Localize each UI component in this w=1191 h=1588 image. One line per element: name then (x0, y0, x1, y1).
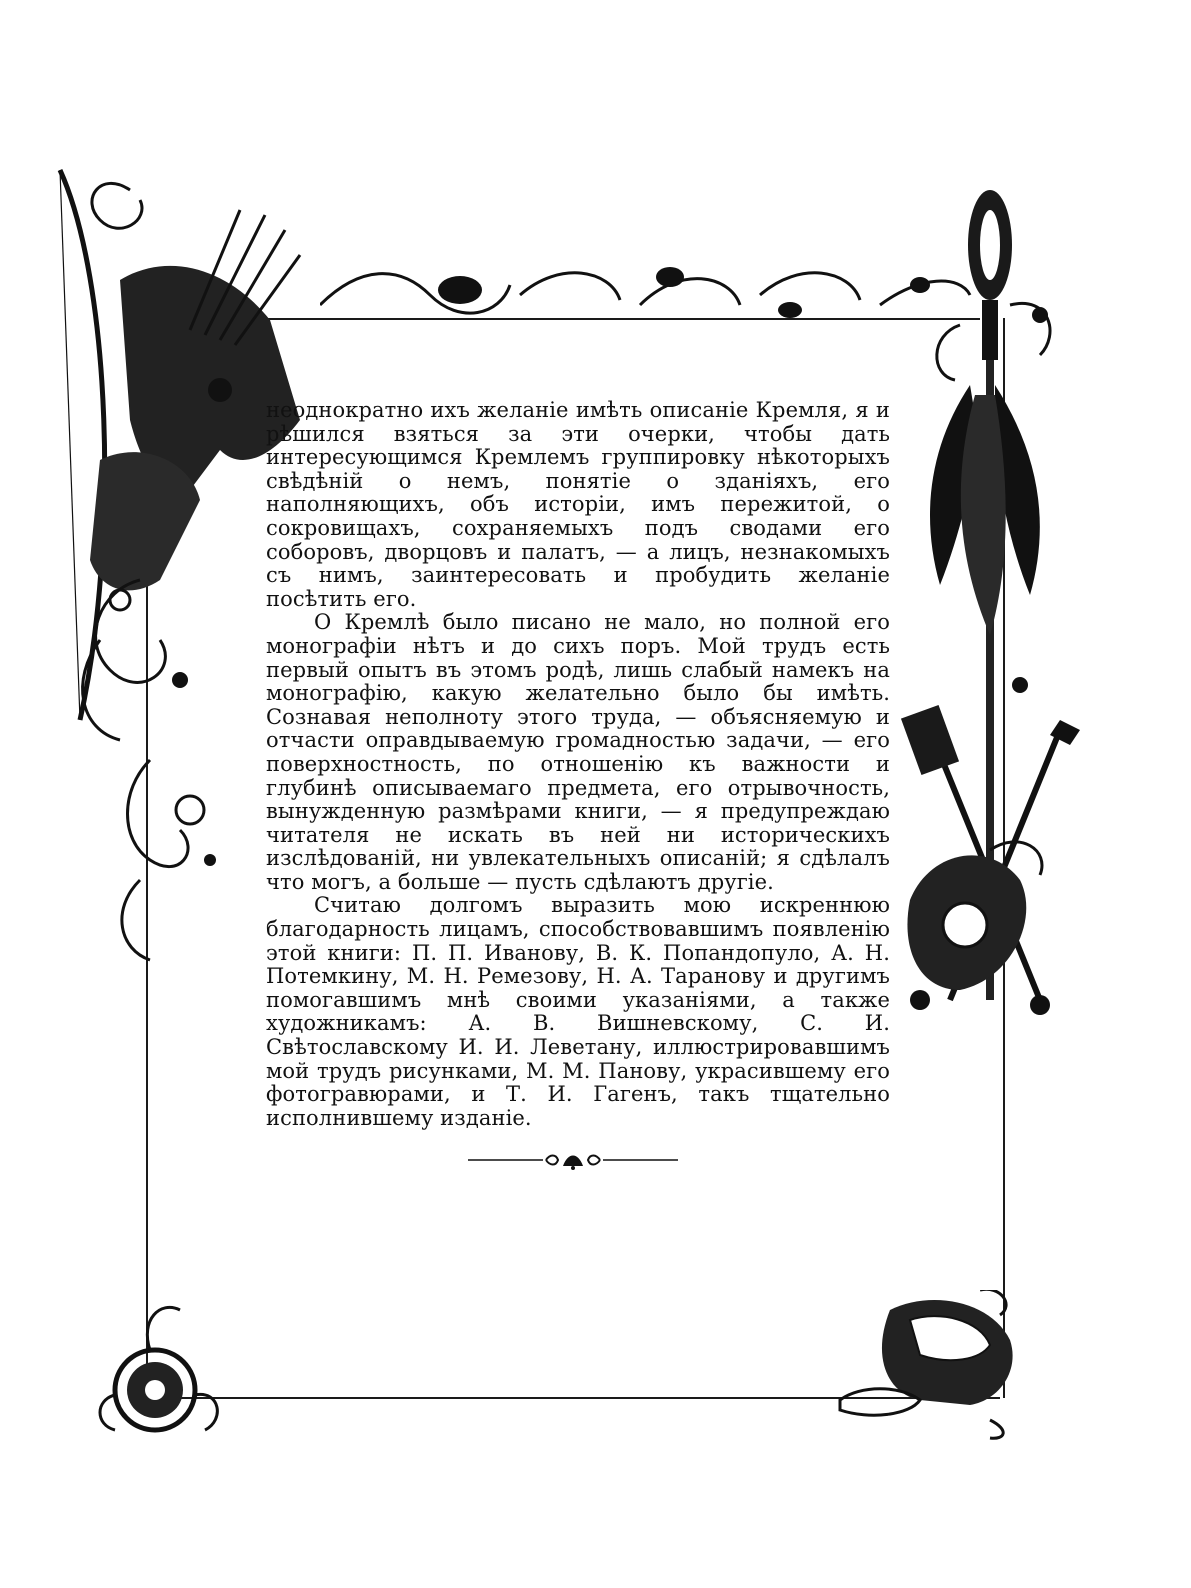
preface-text (266, 399, 890, 1130)
scrollwork-top-icon (320, 255, 980, 325)
paragraph-3: Считаю долгомъ выразить мою искреннюю благодарность лицамъ, способствовавшимъ появленію этой книги: П. П. Иванову, В. К. Попандопуло, А. Н. Потемкину, М. Н. Ремезову, Н. А. Таранову и другимъ помогавшимъ мнѣ своими указаніями, а также художникамъ: А. В. Вишневскому, С. И. Свѣтославскому И. И. Леветану, иллюстрировавшимъ мой трудъ рисунками, М. М. Панову, украсившему его фотогравюрами, и Т. И. Гагенъ, такъ тщательно исполнившему изданіе. (266, 893, 890, 1130)
lute-weapons-icon (890, 700, 1090, 1030)
paragraph-1: неоднократно ихъ желаніе имѣть описаніе Кремля, я и рѣшился взяться за эти очерки, чтобы дать интересующимся Кремлемъ группировку нѣкоторыхъ свѣдѣній о немъ, понятіе о зданіяхъ, его наполняющихъ, объ исторіи, имъ пережитой, о сокровищахъ, сохраняемыхъ подъ сводами его соборовъ, дворцовъ и палатъ, — а лицъ, незнакомыхъ съ нимъ, заинтересовать и пробудить желаніе посѣтить его. (266, 398, 890, 611)
tailpiece-flourish-icon (468, 1148, 678, 1172)
mitten-glove-icon (830, 1290, 1030, 1440)
paragraph-2: О Кремлѣ было писано не мало, но полной его монографіи нѣтъ и до сихъ поръ. Мой трудъ есть первый опытъ въ этомъ родѣ, лишь слабый намекъ на монографію, какую желательно было бы имѣть. Сознавая неполноту этого труда, — объясняемую и отчасти оправдываемую громадностью задачи, — его поверхностность, по отношенію къ важности и глубинѣ описываемаго предмета, его отрывочность, вынужденную размѣрами книги, — я предупреждаю читателя не искать въ ней ни историческихъ изслѣдованій, ни увлекательныхъ описаній; я сдѣлалъ что могъ, а больше — пусть сдѣлаютъ другіе. (266, 610, 890, 894)
rosette-icon (90, 1300, 230, 1440)
